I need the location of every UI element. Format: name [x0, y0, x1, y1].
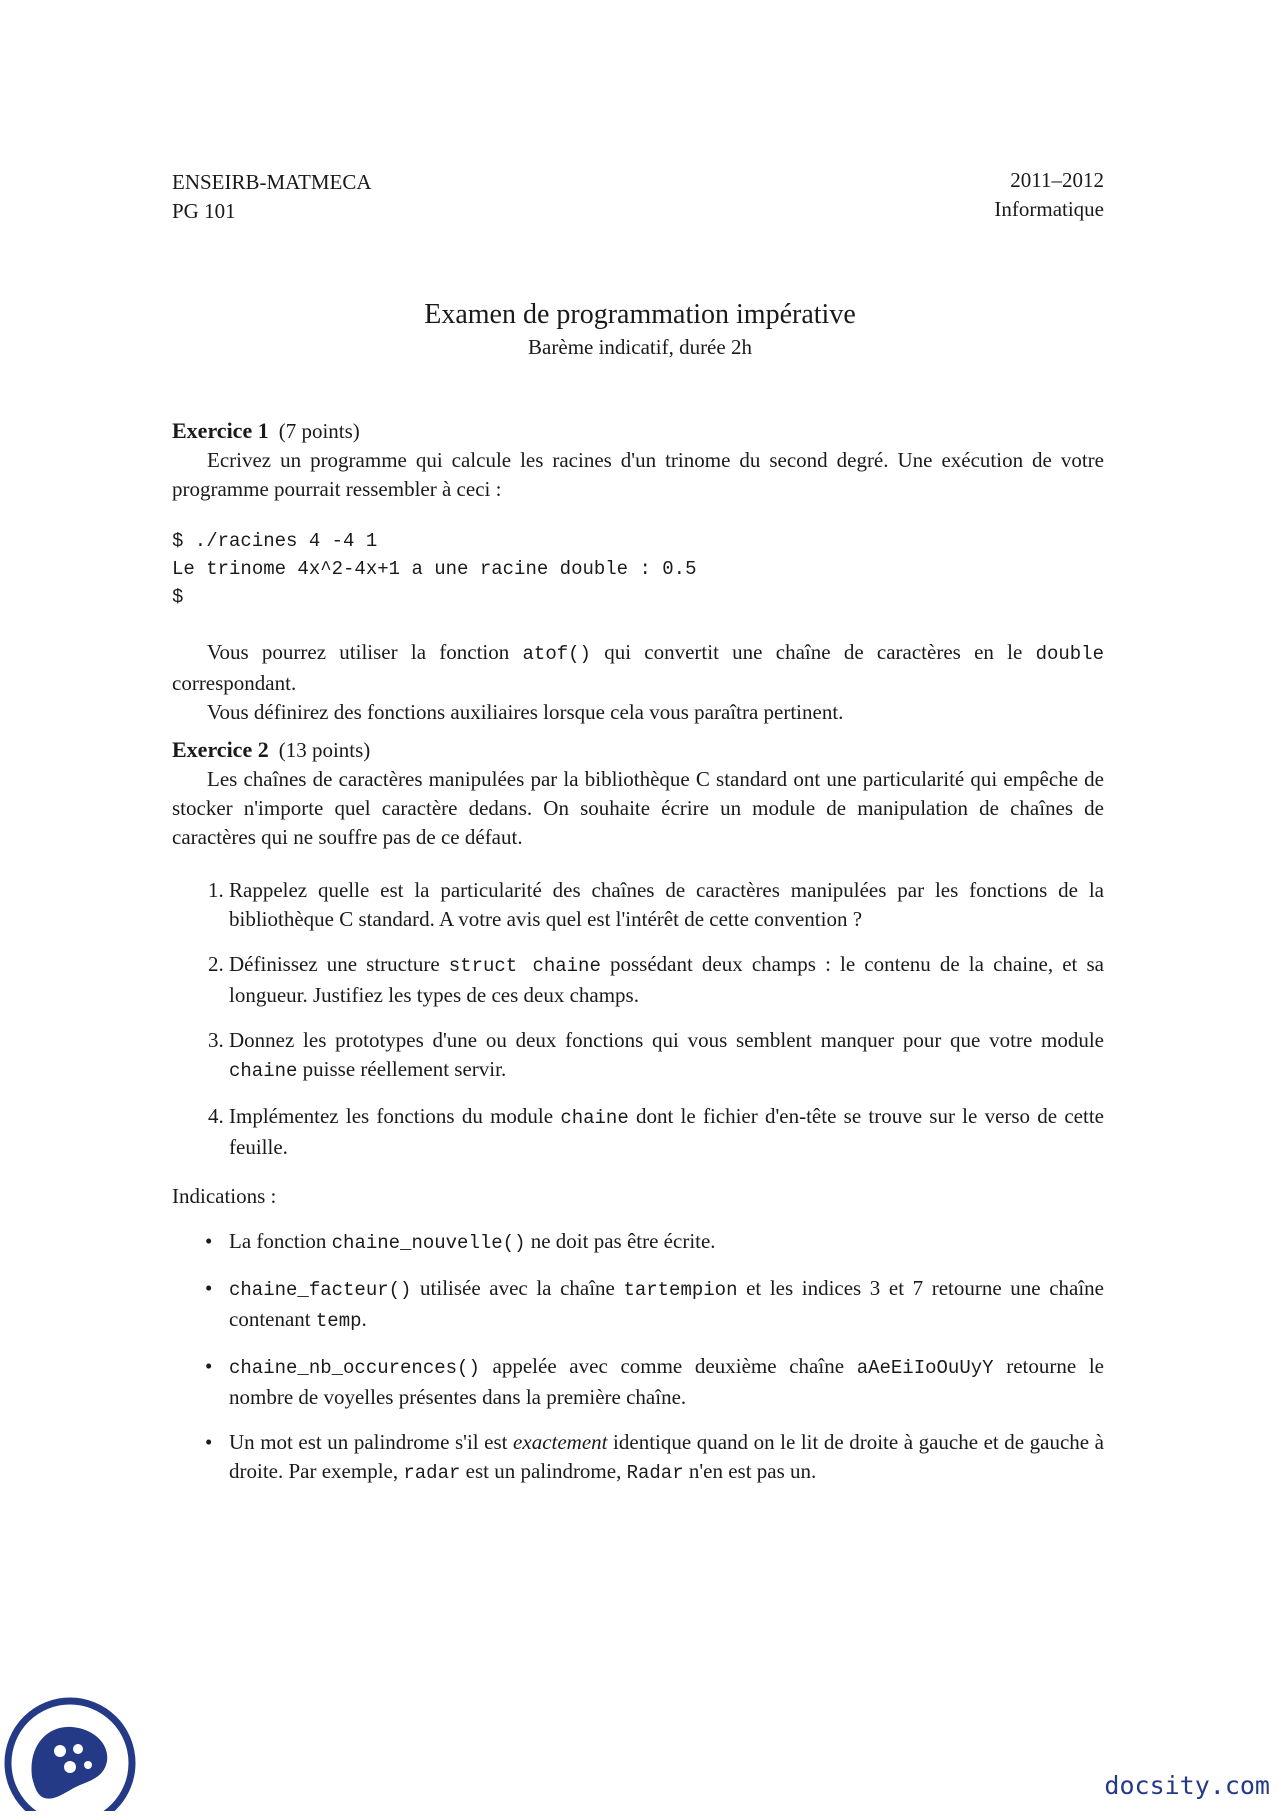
exercise-1 [172, 416, 1104, 727]
exam-content [172, 416, 1104, 1504]
question-list [172, 876, 1104, 1162]
code-chaine: chaine [560, 1107, 629, 1129]
text-segment: possédant deux champs : le contenu de la chaine, et sa longueur. Justifiez les types de ces deux champs. [229, 952, 1104, 1007]
bullet-icon: • [205, 1229, 213, 1253]
code-radar: radar [403, 1462, 461, 1484]
text-segment: n'en est pas un. [683, 1459, 817, 1483]
exercise-1-paragraph-2 [172, 638, 1104, 698]
text-segment: identique quand on le lit de droite à gauche et de gauche à droite. Par exemple, [229, 1430, 1104, 1483]
exercise-1-points: (7 points) [278, 419, 360, 443]
question-2 [229, 950, 1104, 1010]
text-segment: La fonction [229, 1229, 332, 1253]
text-segment: ne doit pas être écrite. [525, 1229, 716, 1253]
indication-1 [205, 1227, 1104, 1258]
code-chaine-nb-occurences: chaine_nb_occurences() [229, 1357, 480, 1379]
exercise-2-intro: Les chaînes de caractères manipulées par la bibliothèque C standard ont une particularité qui empêche de stocker n'importe quel caractère dedans. On souhaite écrire un module de manipulation de chaînes de caractères qui ne souffre pas de ce défaut. [172, 767, 1104, 849]
code-chaine: chaine [229, 1060, 298, 1082]
code-struct-chaine: struct chaine [448, 955, 601, 977]
course-code: PG 101 [172, 199, 236, 223]
code-atof: atof() [522, 643, 591, 665]
code-chaine-nouvelle: chaine_nouvelle() [331, 1232, 526, 1254]
text-segment: puisse réellement servir. [297, 1057, 507, 1081]
indications-list [172, 1227, 1104, 1488]
indications-label: Indications : [172, 1184, 277, 1208]
header-right [994, 166, 1104, 224]
text-segment: Un mot est un palindrome s'il est [229, 1430, 514, 1454]
text-segment: Vous pourrez utiliser la fonction [207, 640, 523, 664]
emphasis-exactement: exactement [513, 1430, 608, 1454]
bullet-icon: • [205, 1430, 213, 1454]
indication-3 [205, 1352, 1104, 1412]
code-chaine-facteur: chaine_facteur() [229, 1279, 412, 1301]
exercise-1-heading [172, 416, 1104, 446]
code-vowels: aAeEiIoOuUyY [856, 1357, 994, 1379]
code-radar-capital: Radar [626, 1462, 684, 1484]
text-segment: retourne le nombre de voyelles présentes dans la première chaîne. [229, 1354, 1104, 1409]
subject: Informatique [994, 197, 1104, 221]
text-segment: utilisée avec la chaîne [411, 1276, 624, 1300]
text-segment: dont le fichier d'en-tête se trouve sur le verso de cette feuille. [229, 1104, 1104, 1159]
question-1: 1. Rappelez quelle est la particularité des chaînes de caractères manipulées par les fonctions de la bibliothèque C standard. A votre avis quel est l'intérêt de cette convention ? [229, 876, 1104, 934]
text-segment: correspondant. [172, 671, 297, 695]
text-segment: appelée avec comme deuxième chaîne [479, 1354, 857, 1378]
exercise-2 [172, 735, 1104, 1488]
docsity-logo-icon [0, 1685, 140, 1811]
question-4 [229, 1102, 1104, 1162]
text-segment: qui convertit une chaîne de caractères en le [590, 640, 1036, 664]
header-left [172, 168, 372, 226]
text-segment: et les indices 3 et 7 retourne une chaîne contenant [229, 1276, 1104, 1331]
school-name: ENSEIRB-MATMECA [172, 170, 372, 194]
exercise-1-intro: Ecrivez un programme qui calcule les racines d'un trinome du second degré. Une exécution de votre programme pourrait ressembler à ceci : [172, 448, 1104, 501]
text-segment: est un palindrome, [460, 1459, 627, 1483]
code-tartempion: tartempion [623, 1279, 738, 1301]
text-segment: Donnez les prototypes d'une ou deux fonctions qui vous semblent manquer pour que votre module [229, 1028, 1104, 1052]
bullet-icon: • [205, 1276, 213, 1300]
academic-year: 2011–2012 [1010, 168, 1104, 192]
page-subtitle: Barème indicatif, durée 2h [528, 335, 752, 359]
exercise-1-paragraph-3: Vous définirez des fonctions auxiliaires lorsque cela vous paraîtra pertinent. [207, 700, 844, 724]
bullet-icon: • [205, 1354, 213, 1378]
exercise-2-heading [172, 735, 1104, 765]
text-segment: . [361, 1307, 367, 1331]
indication-4 [205, 1428, 1104, 1488]
text-segment: Définissez une structure [229, 952, 449, 976]
indication-2 [205, 1274, 1104, 1336]
exercise-1-code-sample: $ ./racines 4 -4 1 Le trinome 4x^2-4x+1 a une racine double : 0.5 $ [172, 530, 697, 608]
question-3 [229, 1026, 1104, 1086]
exercise-2-points: (13 points) [278, 738, 371, 762]
code-temp: temp [315, 1310, 362, 1332]
code-double: double [1035, 643, 1104, 665]
exercise-2-title: Exercice 2 [172, 737, 269, 762]
text-segment: Implémentez les fonctions du module [229, 1104, 561, 1128]
exercise-1-title: Exercice 1 [172, 418, 269, 443]
docsity-watermark[interactable]: docsity.com [1104, 1771, 1270, 1800]
page-title: Examen de programmation impérative [424, 299, 856, 330]
